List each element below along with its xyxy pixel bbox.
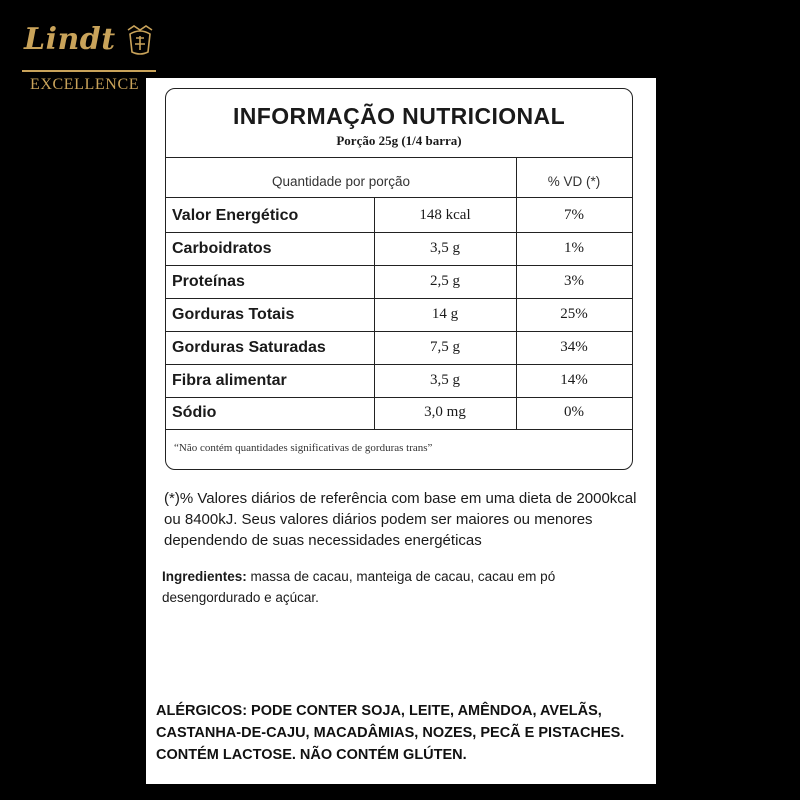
nutrient-quantity: 3,0 mg xyxy=(424,404,466,420)
nutrient-vd: 14% xyxy=(560,372,588,388)
nutrient-vd: 3% xyxy=(564,273,584,289)
nutrition-table xyxy=(165,88,633,470)
nutrient-quantity: 14 g xyxy=(431,306,459,322)
table-row xyxy=(166,396,632,429)
divider xyxy=(166,157,632,158)
table-row xyxy=(166,364,632,397)
table-row xyxy=(166,199,632,232)
table-row xyxy=(166,232,632,265)
table-row xyxy=(166,265,632,298)
nutrient-quantity: 3,5 g xyxy=(430,372,460,388)
nutrient-quantity: 148 kcal xyxy=(419,207,471,223)
nutrient-name: Gorduras Saturadas xyxy=(172,339,326,356)
nutrient-vd: 1% xyxy=(564,240,584,256)
table-row xyxy=(166,331,632,364)
ingredients xyxy=(162,566,642,608)
header-vd: % VD (*) xyxy=(547,174,601,189)
brand-logo xyxy=(18,18,158,98)
header-quantity: Quantidade por porção xyxy=(271,174,411,189)
nutrient-vd: 7% xyxy=(564,207,584,223)
brand-line: EXCELLENCE xyxy=(30,76,140,93)
nutrient-quantity: 3,5 g xyxy=(430,240,460,256)
nutrient-name: Carboidratos xyxy=(172,240,272,257)
nutrient-name: Proteínas xyxy=(172,273,245,290)
ingredients-text: massa de cacau, manteiga de cacau, cacau em pó desengordurado e açúcar. xyxy=(162,569,556,605)
crest-icon xyxy=(124,22,156,58)
nutrient-vd: 25% xyxy=(560,306,588,322)
nutrition-title: INFORMAÇÃO NUTRICIONAL xyxy=(232,103,566,129)
ingredients-label: Ingredientes: xyxy=(162,569,247,584)
nutrient-name: Sódio xyxy=(172,404,217,421)
nutrient-name: Gorduras Totais xyxy=(172,306,295,323)
nutrient-name: Fibra alimentar xyxy=(172,372,287,389)
column-divider xyxy=(374,197,375,429)
table-row xyxy=(166,298,632,331)
divider xyxy=(166,429,632,430)
trans-fat-note: “Não contém quantidades significativas de gorduras trans” xyxy=(174,442,433,454)
nutrient-quantity: 7,5 g xyxy=(430,339,460,355)
portion-size: Porção 25g (1/4 barra) xyxy=(336,133,462,148)
nutrient-vd: 0% xyxy=(564,404,584,420)
daily-values-note: (*)% Valores diários de referência com base em uma dieta de 2000kcal ou 8400kJ. Seus valores diários podem ser maiores ou menores dependendo de suas necessidades energéticas xyxy=(164,490,637,549)
nutrient-name: Valor Energético xyxy=(172,207,299,224)
nutrient-quantity: 2,5 g xyxy=(430,273,460,289)
allergens-warning: ALÉRGICOS: PODE CONTER SOJA, LEITE, AMÊNDOA, AVELÃS, CASTANHA-DE-CAJU, MACADÂMIAS, NOZES, PECÃ E PISTACHES. CONTÉM LACTOSE. NÃO CONTÉM GLÚTEN. xyxy=(156,703,625,763)
nutrient-vd: 34% xyxy=(560,339,588,355)
divider xyxy=(166,197,632,198)
logo-divider xyxy=(22,70,156,72)
label-panel xyxy=(146,78,656,784)
brand-name: Lindt xyxy=(24,22,116,57)
